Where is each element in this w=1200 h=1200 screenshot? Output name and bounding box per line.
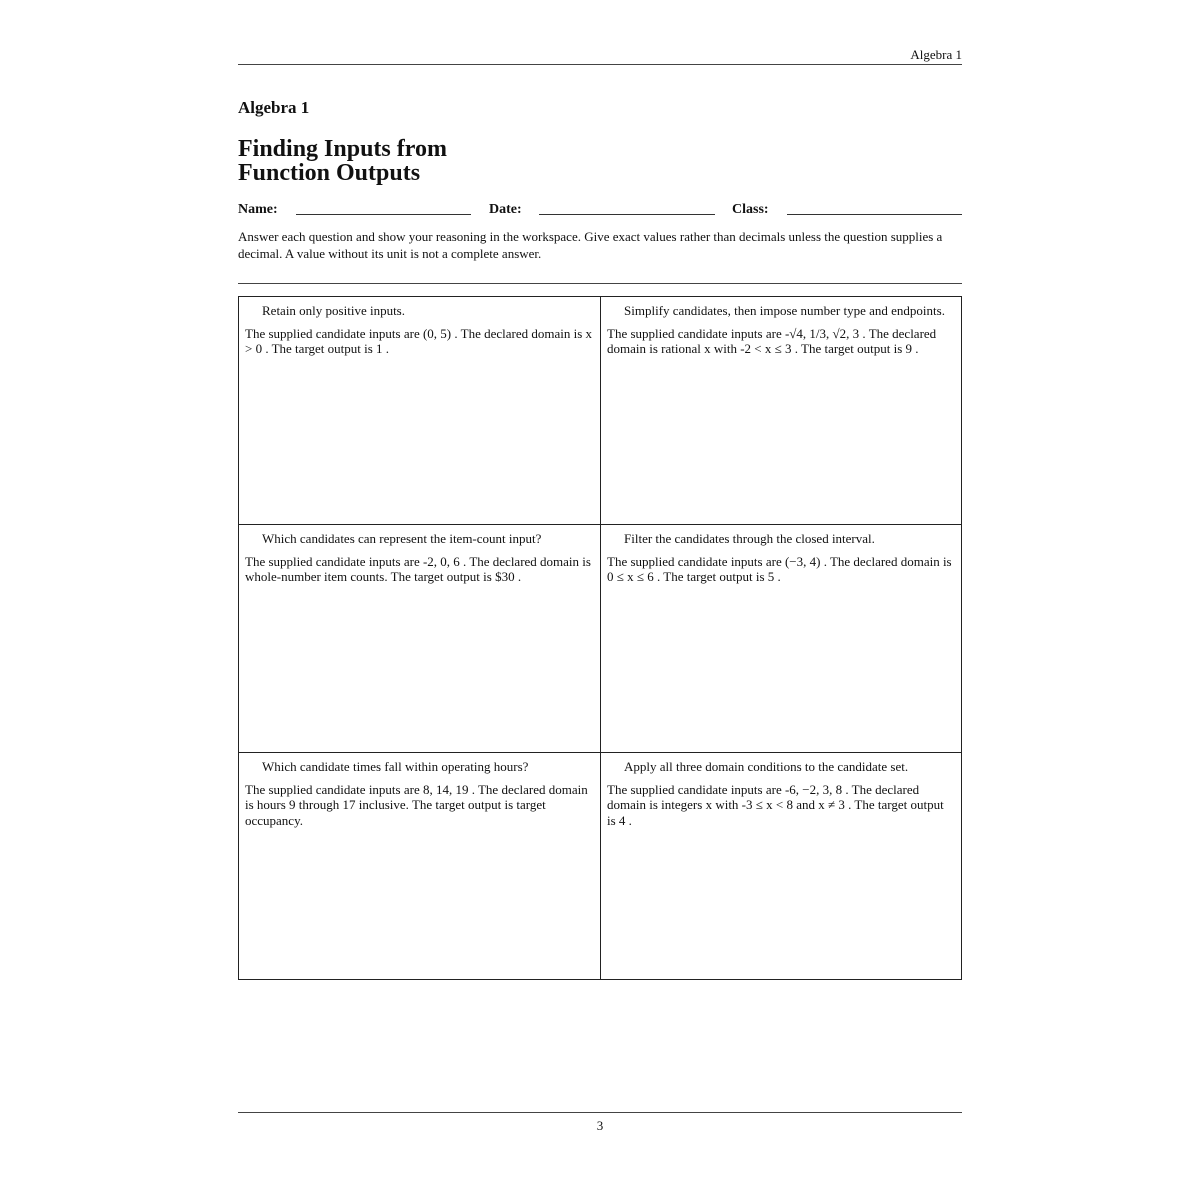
header-rule [238, 64, 962, 65]
title-line-1: Finding Inputs from [238, 136, 447, 162]
instructions: Answer each question and show your reasoning in the workspace. Give exact values rather than decimals unless the question supplies a decimal. A value without its unit is not a complete answer. [238, 229, 943, 261]
section-rule [238, 283, 962, 284]
problem-cell[interactable] [601, 525, 961, 753]
student-info-fields [238, 202, 962, 222]
page-number: 3 [596, 1118, 604, 1133]
problem-text: The supplied candidate inputs are (0, 5) . The declared domain is x > 0 . The target output is 1 . [245, 325, 593, 356]
problem-prompt: Which candidate times fall within operating hours? [262, 759, 529, 774]
problem-prompt: Retain only positive inputs. [262, 303, 405, 318]
problem-cell[interactable] [239, 525, 601, 753]
problem-prompt: Filter the candidates through the closed interval. [624, 531, 875, 546]
date-label: Date: [489, 202, 522, 217]
problem-text: The supplied candidate inputs are -2, 0, 6 . The declared domain is whole-number item counts. The target output is $30 . [245, 553, 591, 584]
running-header: Algebra 1 [910, 47, 962, 62]
problem-cell[interactable] [601, 297, 961, 525]
problem-grid [238, 296, 962, 980]
course-label: Algebra 1 [238, 98, 310, 117]
problem-prompt: Simplify candidates, then impose number type and endpoints. [624, 303, 945, 318]
problem-cell[interactable] [601, 753, 961, 979]
problem-text: The supplied candidate inputs are 8, 14, 19 . The declared domain is hours 9 through 17 inclusive. The target output is target occupancy. [245, 781, 588, 828]
class-field[interactable] [787, 214, 962, 215]
name-label: Name: [238, 202, 278, 217]
problem-prompt: Apply all three domain conditions to the candidate set. [624, 759, 909, 774]
page-title [238, 137, 598, 185]
worksheet-page [238, 0, 962, 1200]
problem-prompt: Which candidates can represent the item-count input? [262, 531, 542, 546]
problem-text: The supplied candidate inputs are -√4, 1/3, √2, 3 . The declared domain is rational x with -2 < x ≤ 3 . The target output is 9 . [607, 325, 937, 356]
title-line-2: Function Outputs [238, 160, 421, 186]
footer-rule [238, 1112, 962, 1113]
problem-text: The supplied candidate inputs are -6, −2, 3, 8 . The declared domain is integers x with -3 ≤ x < 8 and x ≠ 3 . The target output is 4 . [607, 781, 944, 828]
problem-cell[interactable] [239, 297, 601, 525]
name-field[interactable] [296, 214, 471, 215]
problem-cell[interactable] [239, 753, 601, 979]
problem-text: The supplied candidate inputs are (−3, 4) . The declared domain is 0 ≤ x ≤ 6 . The target output is 5 . [607, 553, 952, 584]
class-label: Class: [732, 202, 769, 217]
date-field[interactable] [539, 214, 715, 215]
